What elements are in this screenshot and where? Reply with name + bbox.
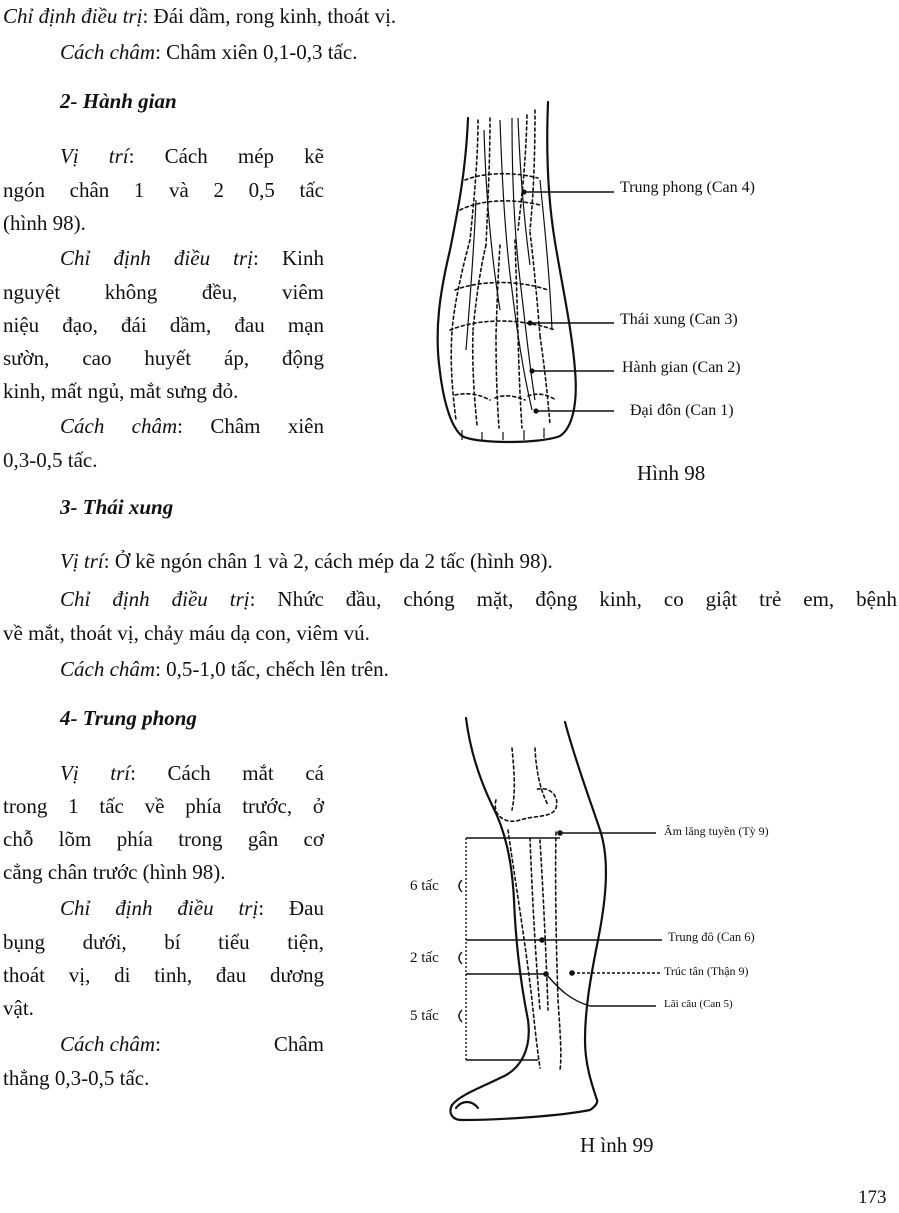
cach-cham-label: Cách châm: [60, 40, 156, 64]
section-heading-hanh-gian: 2- Hành gian: [60, 89, 177, 113]
s2-chi-dinh-line-2: nguyệt không đều, viêm: [3, 280, 324, 304]
s2-vi-tri-line-3: (hình 98).: [3, 211, 86, 235]
chi-dinh-label: Chỉ định điều trị: [60, 896, 259, 920]
s4-chi-dinh-line-3: thoát vị, di tinh, đau dương: [3, 963, 324, 987]
cach-cham-label: Cách châm: [60, 657, 156, 681]
text-line: : Ở kẽ ngón chân 1 và 2, cách mép da 2 tấc (hình 98).: [103, 549, 553, 573]
chi-dinh-label: Chỉ định điều trị: [60, 246, 254, 270]
vi-tri-label: Vị trí: [60, 761, 131, 785]
text-line: : 0,5-1,0 tấc, chếch lên trên.: [155, 657, 389, 681]
s2-chi-dinh-line-3: niệu đạo, đái dầm, đau mạn: [3, 313, 324, 337]
text-line: : Kinh: [253, 246, 324, 270]
s4-cach-cham-line-2: thẳng 0,3-0,5 tấc.: [3, 1066, 150, 1090]
page-number: 173: [858, 1187, 887, 1208]
fig99-measure-2-tac: 2 tấc: [410, 950, 439, 966]
vi-tri-label: Vị trí: [60, 549, 104, 573]
s4-chi-dinh-line-2: bụng dưới, bí tiểu tiện,: [3, 930, 324, 954]
fig99-caption: H ình 99: [580, 1133, 654, 1157]
fig98-label-trung-phong: Trung phong (Can 4): [620, 179, 755, 196]
section-heading-thai-xung: 3- Thái xung: [60, 495, 174, 519]
text-line: :: [155, 1032, 161, 1056]
text-line: : Cách mép kẽ: [128, 144, 324, 168]
fig98-label-hanh-gian: Hành gian (Can 2): [622, 359, 741, 376]
text-line: : Châm xiên: [177, 414, 324, 438]
cach-cham-label: Cách châm: [60, 1032, 156, 1056]
fig99-measure-6-tac: 6 tấc: [410, 878, 439, 894]
text-line: : Cách mắt cá: [130, 761, 324, 785]
fig98-label-thai-xung: Thái xung (Can 3): [620, 311, 738, 328]
fig98-label-dai-don: Đại đôn (Can 1): [630, 402, 734, 419]
vi-tri-label: Vị trí: [60, 144, 129, 168]
fig99-label-lai-cau: Lãi câu (Can 5): [664, 998, 733, 1010]
s4-vi-tri-line-3: chỗ lõm phía trong gân cơ: [3, 827, 324, 851]
text-line: : Nhức đầu, chóng mặt, động kinh, co giật trẻ em, bệnh: [249, 587, 897, 611]
text-word: Châm: [273, 1032, 324, 1056]
section-heading-trung-phong: 4- Trung phong: [60, 706, 197, 730]
text-line: : Đau: [258, 896, 324, 920]
fig99-measure-5-tac: 5 tấc: [410, 1008, 439, 1024]
s3-chi-dinh-line-2: về mắt, thoát vị, chảy máu dạ con, viêm vú.: [3, 621, 370, 645]
s4-chi-dinh-line-4: vật.: [3, 996, 34, 1020]
s4-vi-tri-line-2: trong 1 tấc về phía trước, ở: [3, 794, 324, 818]
s2-chi-dinh-line-4: sườn, cao huyết áp, động: [3, 346, 324, 370]
fig99-label-am-lang-tuyen: Âm lăng tuyền (Tỳ 9): [664, 824, 769, 838]
fig98-caption: Hình 98: [637, 461, 706, 485]
fig99-label-truc-tan: Trúc tân (Thận 9): [664, 964, 749, 978]
fig99-label-trung-do: Trung đô (Can 6): [668, 930, 755, 944]
s2-vi-tri-line-2: ngón chân 1 và 2 0,5 tấc: [3, 178, 324, 202]
chi-dinh-label: Chỉ định điều trị: [60, 587, 250, 611]
cach-cham-label: Cách châm: [60, 414, 178, 438]
s2-chi-dinh-line-5: kinh, mất ngủ, mắt sưng đỏ.: [3, 379, 239, 403]
chi-dinh-text: : Đái dầm, rong kinh, thoát vị.: [142, 4, 397, 28]
chi-dinh-label: Chỉ định điều trị: [3, 4, 143, 28]
s2-cach-cham-line-2: 0,3-0,5 tấc.: [3, 448, 98, 472]
cach-cham-text: : Châm xiên 0,1-0,3 tấc.: [155, 40, 358, 64]
s4-vi-tri-line-4: cẳng chân trước (hình 98).: [3, 860, 226, 884]
